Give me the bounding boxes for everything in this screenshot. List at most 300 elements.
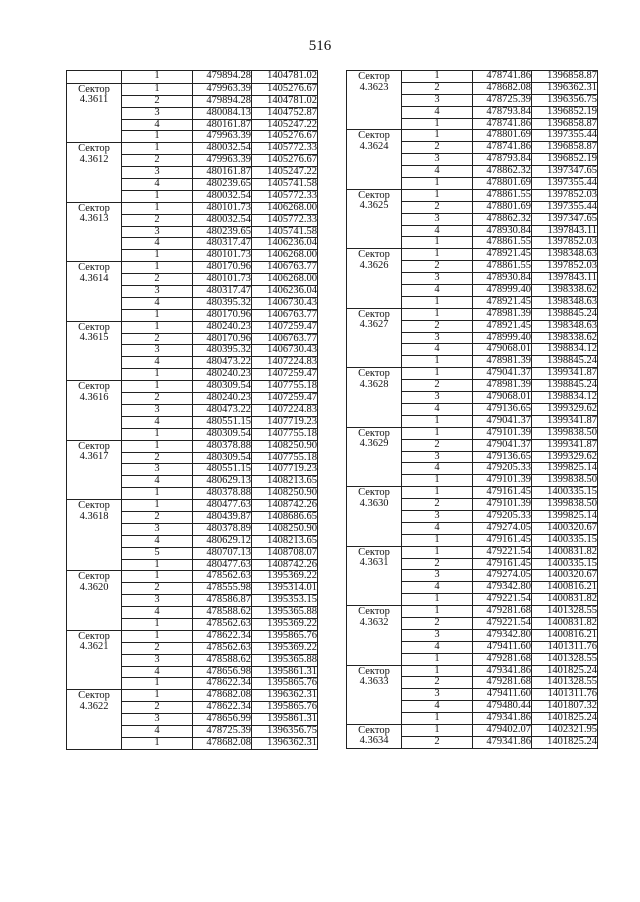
y-coordinate: 1408742.26 xyxy=(252,559,318,571)
point-number: 3 xyxy=(122,523,193,535)
x-coordinate: 479963.39 xyxy=(193,83,252,95)
y-coordinate: 1398845.24 xyxy=(532,356,598,368)
x-coordinate: 480477.63 xyxy=(193,500,252,512)
x-coordinate: 478861.55 xyxy=(473,261,532,273)
point-number: 1 xyxy=(402,189,473,201)
point-number: 1 xyxy=(402,594,473,606)
y-coordinate: 1405772.33 xyxy=(252,143,318,155)
y-coordinate: 1405276.67 xyxy=(252,155,318,167)
y-coordinate: 1407755.18 xyxy=(252,381,318,393)
x-coordinate: 478682.08 xyxy=(193,690,252,702)
y-coordinate: 1396362.31 xyxy=(532,82,598,94)
sector-name: Сектор 4.3612 xyxy=(67,143,122,202)
x-coordinate: 478862.32 xyxy=(473,213,532,225)
point-number: 1 xyxy=(122,83,193,95)
x-coordinate: 478588.62 xyxy=(193,607,252,619)
x-coordinate: 478656.98 xyxy=(193,666,252,678)
point-number: 2 xyxy=(402,201,473,213)
y-coordinate: 1399825.14 xyxy=(532,463,598,475)
y-coordinate: 1406268.00 xyxy=(252,202,318,214)
point-number: 3 xyxy=(122,345,193,357)
point-number: 1 xyxy=(122,571,193,583)
y-coordinate: 1406763.77 xyxy=(252,309,318,321)
y-coordinate: 1401807.32 xyxy=(532,701,598,713)
x-coordinate: 479221.54 xyxy=(473,594,532,606)
point-number: 1 xyxy=(122,131,193,143)
point-number: 1 xyxy=(402,249,473,261)
point-number: 2 xyxy=(122,393,193,405)
sector-name: Сектор 4.3624 xyxy=(347,130,402,189)
y-coordinate: 1398845.24 xyxy=(532,380,598,392)
x-coordinate: 480309.54 xyxy=(193,428,252,440)
y-coordinate: 1396362.31 xyxy=(252,690,318,702)
sector-name: Сектор 4.3626 xyxy=(347,249,402,308)
x-coordinate: 480395.32 xyxy=(193,345,252,357)
point-number: 1 xyxy=(122,262,193,274)
point-number: 2 xyxy=(402,558,473,570)
x-coordinate: 479411.60 xyxy=(473,641,532,653)
y-coordinate: 1400335.15 xyxy=(532,534,598,546)
x-coordinate: 480551.15 xyxy=(193,464,252,476)
page-number: 516 xyxy=(308,38,332,54)
y-coordinate: 1406236.04 xyxy=(252,238,318,250)
y-coordinate: 1408250.90 xyxy=(252,523,318,535)
table-row xyxy=(347,71,598,83)
point-number: 1 xyxy=(402,724,473,736)
table-row xyxy=(347,130,598,142)
point-number: 3 xyxy=(402,154,473,166)
x-coordinate: 478930.84 xyxy=(473,273,532,285)
y-coordinate: 1405772.33 xyxy=(252,190,318,202)
y-coordinate: 1405247.22 xyxy=(252,167,318,179)
x-coordinate: 478921.45 xyxy=(473,320,532,332)
point-number: 1 xyxy=(402,356,473,368)
point-number: 4 xyxy=(402,582,473,594)
x-coordinate: 479221.54 xyxy=(473,546,532,558)
x-coordinate: 480378.89 xyxy=(193,523,252,535)
y-coordinate: 1398338.62 xyxy=(532,285,598,297)
x-coordinate: 479136.65 xyxy=(473,451,532,463)
y-coordinate: 1406730.43 xyxy=(252,345,318,357)
sector-name: Сектор 4.3632 xyxy=(347,606,402,665)
x-coordinate: 480317.47 xyxy=(193,286,252,298)
x-coordinate: 480101.73 xyxy=(193,250,252,262)
y-coordinate: 1401311.76 xyxy=(532,689,598,701)
point-number: 1 xyxy=(402,713,473,725)
y-coordinate: 1395861.31 xyxy=(252,666,318,678)
table-row xyxy=(67,440,318,452)
x-coordinate: 479161.45 xyxy=(473,487,532,499)
y-coordinate: 1395369.22 xyxy=(252,642,318,654)
sector-name: Сектор 4.3633 xyxy=(347,665,402,724)
point-number: 4 xyxy=(402,344,473,356)
point-number: 4 xyxy=(122,666,193,678)
x-coordinate: 479101.39 xyxy=(473,427,532,439)
x-coordinate: 480240.23 xyxy=(193,369,252,381)
y-coordinate: 1401328.55 xyxy=(532,677,598,689)
point-number: 3 xyxy=(402,689,473,701)
table-row xyxy=(67,500,318,512)
point-number: 2 xyxy=(402,82,473,94)
y-coordinate: 1400831.82 xyxy=(532,546,598,558)
point-number: 1 xyxy=(122,190,193,202)
point-number: 4 xyxy=(402,641,473,653)
x-coordinate: 478981.39 xyxy=(473,356,532,368)
x-coordinate: 478741.86 xyxy=(473,142,532,154)
point-number: 1 xyxy=(122,618,193,630)
point-number: 2 xyxy=(122,274,193,286)
x-coordinate: 479341.86 xyxy=(473,736,532,748)
point-number: 2 xyxy=(122,642,193,654)
point-number: 1 xyxy=(402,427,473,439)
point-number: 1 xyxy=(402,487,473,499)
y-coordinate: 1408213.65 xyxy=(252,535,318,547)
y-coordinate: 1401825.24 xyxy=(532,736,598,748)
x-coordinate: 480629.12 xyxy=(193,535,252,547)
coordinates-table-left xyxy=(66,70,318,750)
point-number: 2 xyxy=(402,617,473,629)
y-coordinate: 1407259.47 xyxy=(252,369,318,381)
point-number: 3 xyxy=(402,570,473,582)
x-coordinate: 478741.86 xyxy=(473,71,532,83)
sector-name: Сектор 4.3611 xyxy=(67,83,122,142)
y-coordinate: 1408686.65 xyxy=(252,511,318,523)
table-row xyxy=(347,368,598,380)
x-coordinate: 479068.01 xyxy=(473,392,532,404)
point-number: 1 xyxy=(402,118,473,130)
y-coordinate: 1405741.58 xyxy=(252,179,318,191)
x-coordinate: 480378.88 xyxy=(193,488,252,500)
table-row xyxy=(67,83,318,95)
y-coordinate: 1405247.22 xyxy=(252,119,318,131)
y-coordinate: 1408250.90 xyxy=(252,440,318,452)
point-number: 3 xyxy=(122,286,193,298)
y-coordinate: 1400335.15 xyxy=(532,558,598,570)
point-number: 3 xyxy=(402,213,473,225)
point-number: 3 xyxy=(122,107,193,119)
point-number: 4 xyxy=(122,179,193,191)
y-coordinate: 1397355.44 xyxy=(532,201,598,213)
point-number: 2 xyxy=(402,261,473,273)
y-coordinate: 1395865.76 xyxy=(252,630,318,642)
point-number: 1 xyxy=(402,368,473,380)
y-coordinate: 1400320.67 xyxy=(532,522,598,534)
sector-name: Сектор 4.3616 xyxy=(67,381,122,440)
y-coordinate: 1396356.75 xyxy=(252,725,318,737)
point-number: 4 xyxy=(402,463,473,475)
point-number: 1 xyxy=(402,653,473,665)
x-coordinate: 478793.84 xyxy=(473,154,532,166)
x-coordinate: 480170.96 xyxy=(193,262,252,274)
x-coordinate: 479963.39 xyxy=(193,155,252,167)
table-row xyxy=(347,308,598,320)
y-coordinate: 1405772.33 xyxy=(252,214,318,226)
y-coordinate: 1398338.62 xyxy=(532,332,598,344)
x-coordinate: 480629.13 xyxy=(193,476,252,488)
x-coordinate: 480309.54 xyxy=(193,381,252,393)
sector-name xyxy=(67,71,122,84)
x-coordinate: 478656.99 xyxy=(193,714,252,726)
table-row xyxy=(347,487,598,499)
y-coordinate: 1399838.50 xyxy=(532,475,598,487)
x-coordinate: 480161.87 xyxy=(193,167,252,179)
y-coordinate: 1395369.22 xyxy=(252,618,318,630)
point-number: 1 xyxy=(122,250,193,262)
y-coordinate: 1395369.22 xyxy=(252,571,318,583)
x-coordinate: 478793.84 xyxy=(473,106,532,118)
y-coordinate: 1400335.15 xyxy=(532,487,598,499)
point-number: 4 xyxy=(402,225,473,237)
y-coordinate: 1396362.31 xyxy=(252,737,318,749)
x-coordinate: 478801.69 xyxy=(473,178,532,190)
y-coordinate: 1396858.87 xyxy=(532,142,598,154)
y-coordinate: 1397843.11 xyxy=(532,225,598,237)
x-coordinate: 478562.63 xyxy=(193,618,252,630)
y-coordinate: 1401825.24 xyxy=(532,665,598,677)
y-coordinate: 1398348.63 xyxy=(532,296,598,308)
sector-name: Сектор 4.3627 xyxy=(347,308,402,367)
point-number: 3 xyxy=(122,167,193,179)
x-coordinate: 480161.87 xyxy=(193,119,252,131)
x-coordinate: 479101.39 xyxy=(473,499,532,511)
x-coordinate: 480170.96 xyxy=(193,333,252,345)
y-coordinate: 1398348.63 xyxy=(532,249,598,261)
table-row xyxy=(67,630,318,642)
y-coordinate: 1407259.47 xyxy=(252,393,318,405)
y-coordinate: 1400831.82 xyxy=(532,594,598,606)
y-coordinate: 1395865.76 xyxy=(252,702,318,714)
y-coordinate: 1397852.03 xyxy=(532,237,598,249)
y-coordinate: 1406268.00 xyxy=(252,250,318,262)
point-number: 4 xyxy=(122,535,193,547)
x-coordinate: 478999.40 xyxy=(473,285,532,297)
point-number: 1 xyxy=(122,369,193,381)
sector-name: Сектор 4.3628 xyxy=(347,368,402,427)
point-number: 3 xyxy=(122,226,193,238)
y-coordinate: 1408250.90 xyxy=(252,488,318,500)
y-coordinate: 1397852.03 xyxy=(532,261,598,273)
y-coordinate: 1399838.50 xyxy=(532,427,598,439)
point-number: 1 xyxy=(122,559,193,571)
x-coordinate: 479411.60 xyxy=(473,689,532,701)
point-number: 1 xyxy=(402,546,473,558)
point-number: 1 xyxy=(402,534,473,546)
y-coordinate: 1402321.95 xyxy=(532,724,598,736)
table-row xyxy=(347,724,598,736)
point-number: 1 xyxy=(122,143,193,155)
y-coordinate: 1397355.44 xyxy=(532,130,598,142)
x-coordinate: 479205.33 xyxy=(473,510,532,522)
point-number: 3 xyxy=(122,404,193,416)
x-coordinate: 478725.39 xyxy=(473,94,532,106)
x-coordinate: 478801.69 xyxy=(473,130,532,142)
y-coordinate: 1400816.21 xyxy=(532,629,598,641)
y-coordinate: 1407224.83 xyxy=(252,404,318,416)
y-coordinate: 1407719.23 xyxy=(252,464,318,476)
y-coordinate: 1405276.67 xyxy=(252,83,318,95)
table-row xyxy=(67,321,318,333)
x-coordinate: 479161.45 xyxy=(473,534,532,546)
point-number: 1 xyxy=(122,500,193,512)
point-number: 1 xyxy=(122,71,193,84)
x-coordinate: 478725.39 xyxy=(193,725,252,737)
table-row xyxy=(67,262,318,274)
y-coordinate: 1406730.43 xyxy=(252,297,318,309)
y-coordinate: 1395314.01 xyxy=(252,583,318,595)
y-coordinate: 1399825.14 xyxy=(532,510,598,522)
y-coordinate: 1405741.58 xyxy=(252,226,318,238)
x-coordinate: 480473.22 xyxy=(193,357,252,369)
table-row xyxy=(347,606,598,618)
point-number: 4 xyxy=(402,701,473,713)
y-coordinate: 1398834.12 xyxy=(532,344,598,356)
point-number: 1 xyxy=(402,178,473,190)
point-number: 1 xyxy=(122,309,193,321)
y-coordinate: 1407259.47 xyxy=(252,321,318,333)
point-number: 2 xyxy=(122,214,193,226)
point-number: 3 xyxy=(402,451,473,463)
x-coordinate: 478588.62 xyxy=(193,654,252,666)
point-number: 1 xyxy=(402,130,473,142)
x-coordinate: 478562.63 xyxy=(193,571,252,583)
sector-name: Сектор 4.3621 xyxy=(67,630,122,689)
table-row xyxy=(67,571,318,583)
x-coordinate: 479281.68 xyxy=(473,677,532,689)
y-coordinate: 1397347.65 xyxy=(532,166,598,178)
point-number: 1 xyxy=(122,737,193,749)
x-coordinate: 479402.07 xyxy=(473,724,532,736)
y-coordinate: 1407719.23 xyxy=(252,416,318,428)
x-coordinate: 480032.54 xyxy=(193,190,252,202)
sector-name: Сектор 4.3620 xyxy=(67,571,122,630)
y-coordinate: 1395861.31 xyxy=(252,714,318,726)
point-number: 1 xyxy=(122,321,193,333)
x-coordinate: 479894.28 xyxy=(193,95,252,107)
point-number: 3 xyxy=(402,392,473,404)
point-number: 4 xyxy=(122,119,193,131)
point-number: 4 xyxy=(122,416,193,428)
y-coordinate: 1398834.12 xyxy=(532,392,598,404)
y-coordinate: 1396356.75 xyxy=(532,94,598,106)
point-number: 3 xyxy=(402,332,473,344)
y-coordinate: 1399341.87 xyxy=(532,415,598,427)
sector-name: Сектор 4.3615 xyxy=(67,321,122,380)
y-coordinate: 1408708.07 xyxy=(252,547,318,559)
point-number: 2 xyxy=(402,439,473,451)
y-coordinate: 1399341.87 xyxy=(532,368,598,380)
x-coordinate: 480395.32 xyxy=(193,297,252,309)
x-coordinate: 479205.33 xyxy=(473,463,532,475)
point-number: 1 xyxy=(122,690,193,702)
x-coordinate: 478682.08 xyxy=(193,737,252,749)
x-coordinate: 480101.73 xyxy=(193,202,252,214)
x-coordinate: 479136.65 xyxy=(473,403,532,415)
y-coordinate: 1405276.67 xyxy=(252,131,318,143)
x-coordinate: 478622.34 xyxy=(193,678,252,690)
point-number: 1 xyxy=(402,237,473,249)
x-coordinate: 480378.88 xyxy=(193,440,252,452)
x-coordinate: 478861.55 xyxy=(473,237,532,249)
sector-name: Сектор 4.3613 xyxy=(67,202,122,261)
point-number: 4 xyxy=(122,297,193,309)
y-coordinate: 1395865.76 xyxy=(252,678,318,690)
sector-name: Сектор 4.3630 xyxy=(347,487,402,546)
y-coordinate: 1397843.11 xyxy=(532,273,598,285)
x-coordinate: 478562.63 xyxy=(193,642,252,654)
point-number: 3 xyxy=(122,464,193,476)
x-coordinate: 478586.87 xyxy=(193,595,252,607)
point-number: 4 xyxy=(402,166,473,178)
y-coordinate: 1395365.88 xyxy=(252,654,318,666)
point-number: 4 xyxy=(402,403,473,415)
point-number: 3 xyxy=(122,595,193,607)
point-number: 1 xyxy=(122,381,193,393)
table-row xyxy=(347,665,598,677)
point-number: 3 xyxy=(122,654,193,666)
x-coordinate: 480317.47 xyxy=(193,238,252,250)
point-number: 2 xyxy=(402,320,473,332)
point-number: 2 xyxy=(122,95,193,107)
point-number: 1 xyxy=(122,678,193,690)
point-number: 3 xyxy=(402,273,473,285)
x-coordinate: 478555.98 xyxy=(193,583,252,595)
x-coordinate: 480032.54 xyxy=(193,143,252,155)
point-number: 4 xyxy=(122,357,193,369)
point-number: 4 xyxy=(402,106,473,118)
x-coordinate: 480032.54 xyxy=(193,214,252,226)
y-coordinate: 1407755.18 xyxy=(252,428,318,440)
table-row xyxy=(347,189,598,201)
y-coordinate: 1396858.87 xyxy=(532,118,598,130)
x-coordinate: 480309.54 xyxy=(193,452,252,464)
x-coordinate: 480239.65 xyxy=(193,226,252,238)
y-coordinate: 1404781.02 xyxy=(252,95,318,107)
table-row xyxy=(347,546,598,558)
y-coordinate: 1401311.76 xyxy=(532,641,598,653)
point-number: 4 xyxy=(402,522,473,534)
table-row xyxy=(347,249,598,261)
x-coordinate: 478981.39 xyxy=(473,380,532,392)
x-coordinate: 479101.39 xyxy=(473,475,532,487)
point-number: 1 xyxy=(402,606,473,618)
sector-name: Сектор 4.3617 xyxy=(67,440,122,499)
y-coordinate: 1399329.62 xyxy=(532,403,598,415)
point-number: 1 xyxy=(402,296,473,308)
y-coordinate: 1400831.82 xyxy=(532,617,598,629)
sector-name: Сектор 4.3623 xyxy=(347,71,402,130)
point-number: 2 xyxy=(402,736,473,748)
table-row xyxy=(67,143,318,155)
point-number: 1 xyxy=(402,665,473,677)
x-coordinate: 480473.22 xyxy=(193,404,252,416)
y-coordinate: 1399329.62 xyxy=(532,451,598,463)
y-coordinate: 1408213.65 xyxy=(252,476,318,488)
y-coordinate: 1398348.63 xyxy=(532,320,598,332)
y-coordinate: 1399838.50 xyxy=(532,499,598,511)
point-number: 5 xyxy=(122,547,193,559)
y-coordinate: 1397852.03 xyxy=(532,189,598,201)
y-coordinate: 1408742.26 xyxy=(252,500,318,512)
point-number: 2 xyxy=(122,702,193,714)
y-coordinate: 1396852.19 xyxy=(532,154,598,166)
x-coordinate: 479342.80 xyxy=(473,629,532,641)
x-coordinate: 480170.96 xyxy=(193,309,252,321)
x-coordinate: 480239.65 xyxy=(193,179,252,191)
point-number: 2 xyxy=(122,333,193,345)
point-number: 1 xyxy=(402,308,473,320)
sector-name: Сектор 4.3618 xyxy=(67,500,122,571)
coordinates-table-right xyxy=(346,70,598,749)
